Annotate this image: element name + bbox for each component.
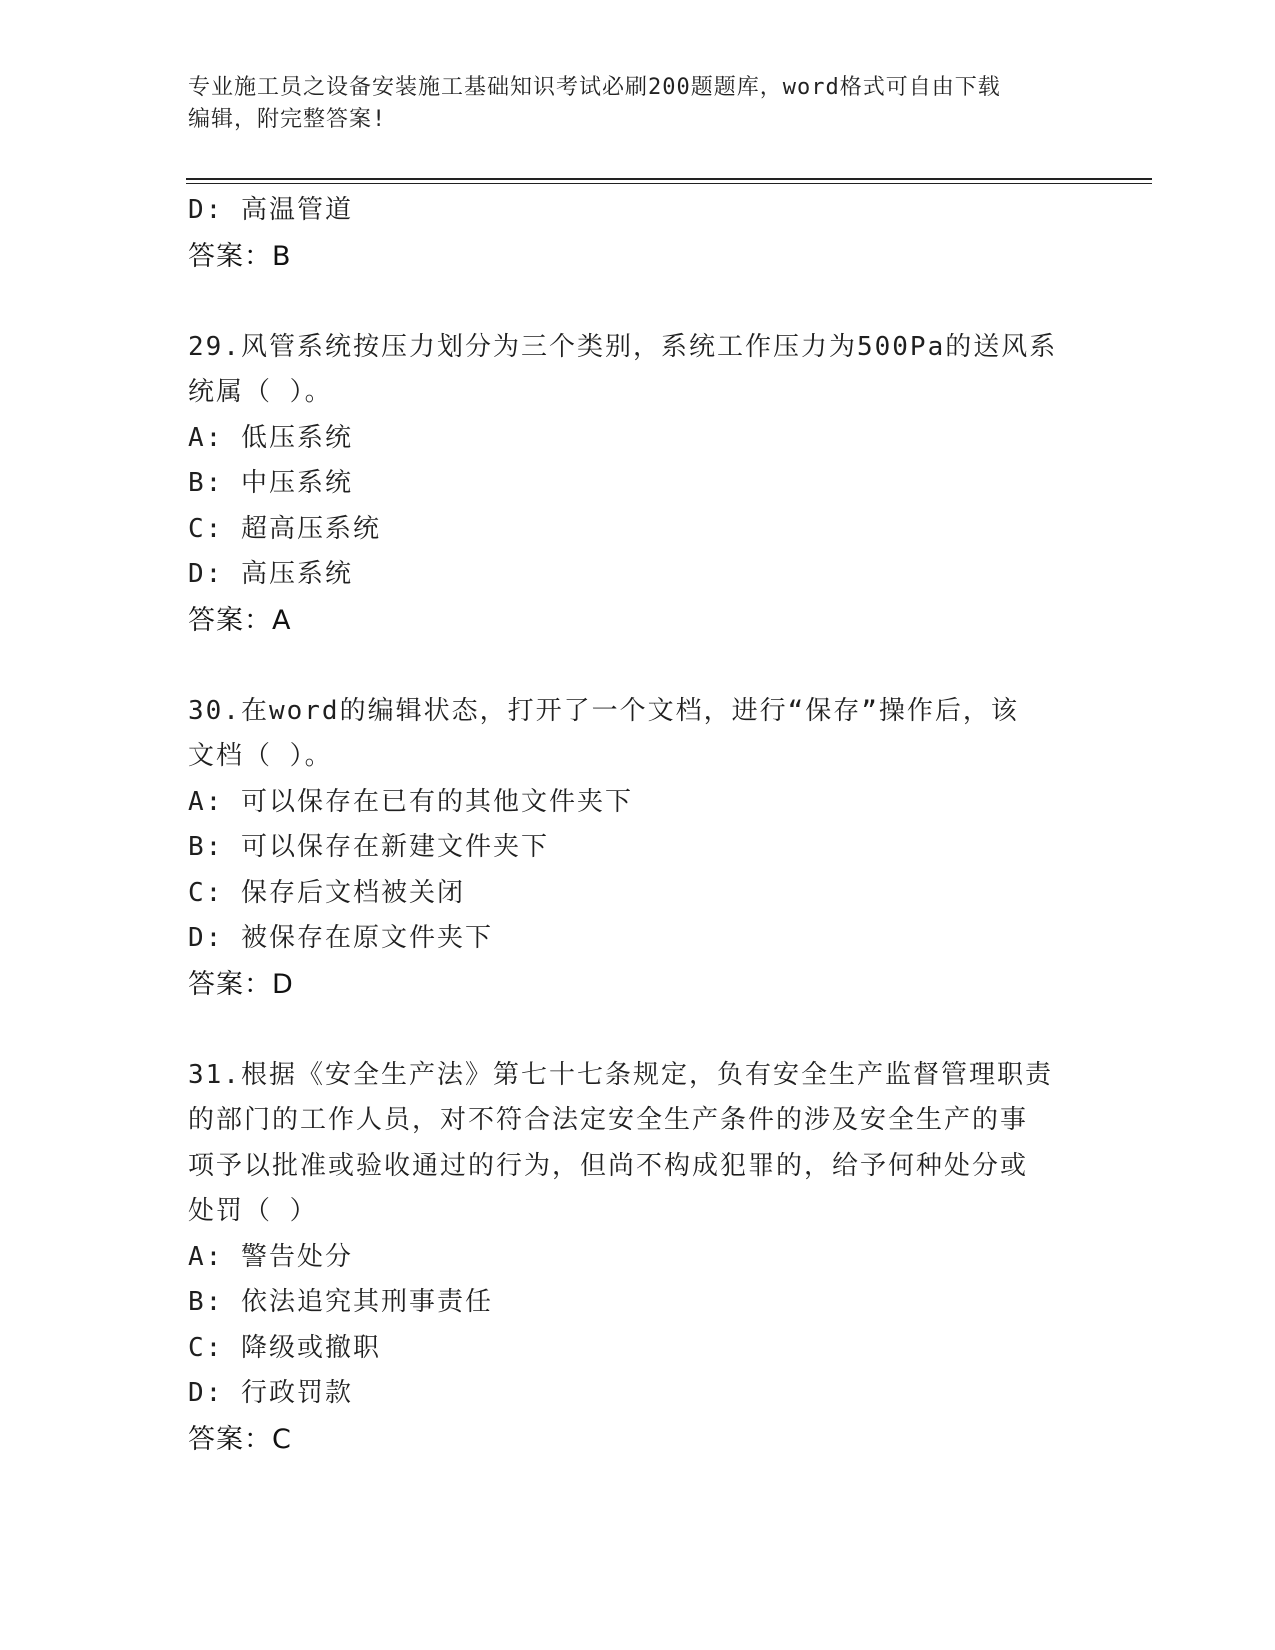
question-30-option-a: A: 可以保存在已有的其他文件夹下 <box>188 786 633 817</box>
question-31-answer: 答案：C <box>188 1423 292 1455</box>
question-31-text-line-3: 项予以批准或验收通过的行为，但尚不构成犯罪的，给予何种处分或 <box>188 1150 1029 1181</box>
question-31-option-a: A: 警告处分 <box>188 1241 353 1272</box>
question-30-answer: 答案：D <box>188 968 294 1000</box>
header-rule-thick <box>186 178 1152 180</box>
question-29-text-line-2: 统属（ ）。 <box>188 377 333 407</box>
document-header <box>188 72 1068 136</box>
question-31-text-line-2: 的部门的工作人员，对不符合法定安全生产条件的涉及安全生产的事 <box>188 1105 1029 1135</box>
question-31 <box>188 1053 1088 1463</box>
header-title-line-2: 编辑，附完整答案! <box>188 107 387 132</box>
prev-answer: 答案：B <box>188 240 292 272</box>
question-30 <box>188 689 1088 1008</box>
header-title-line-1: 专业施工员之设备安装施工基础知识考试必刷200题题库，word格式可自由下载 <box>188 75 1001 100</box>
question-list <box>188 188 1088 1462</box>
question-29-answer: 答案：A <box>188 604 292 636</box>
question-29-option-b: B: 中压系统 <box>188 468 353 498</box>
question-29-option-a: A: 低压系统 <box>188 422 353 453</box>
question-30-text-line-1: 30.在word的编辑状态，打开了一个文档，进行“保存”操作后，该 <box>188 695 1019 726</box>
question-30-option-c: C: 保存后文档被关闭 <box>188 877 465 908</box>
question-30-option-d: D: 被保存在原文件夹下 <box>188 923 493 953</box>
question-31-text-line-4: 处罚（ ） <box>188 1196 318 1226</box>
question-29-option-c: C: 超高压系统 <box>188 513 381 544</box>
question-29-text-line-1: 29.风管系统按压力划分为三个类别，系统工作压力为500Pa的送风系 <box>188 331 1058 362</box>
question-30-option-b: B: 可以保存在新建文件夹下 <box>188 832 549 862</box>
question-31-text-line-1: 31.根据《安全生产法》第七十七条规定，负有安全生产监督管理职责 <box>188 1059 1053 1090</box>
prev-option-d: D: 高温管道 <box>188 195 353 225</box>
question-29 <box>188 325 1088 644</box>
question-31-option-c: C: 降级或撤职 <box>188 1332 381 1363</box>
question-31-option-b: B: 依法追究其刑事责任 <box>188 1287 493 1317</box>
header-rule-thin <box>186 183 1152 184</box>
question-30-text-line-2: 文档（ ）。 <box>188 741 333 771</box>
question-31-option-d: D: 行政罚款 <box>188 1378 353 1408</box>
question-29-option-d: D: 高压系统 <box>188 559 353 589</box>
